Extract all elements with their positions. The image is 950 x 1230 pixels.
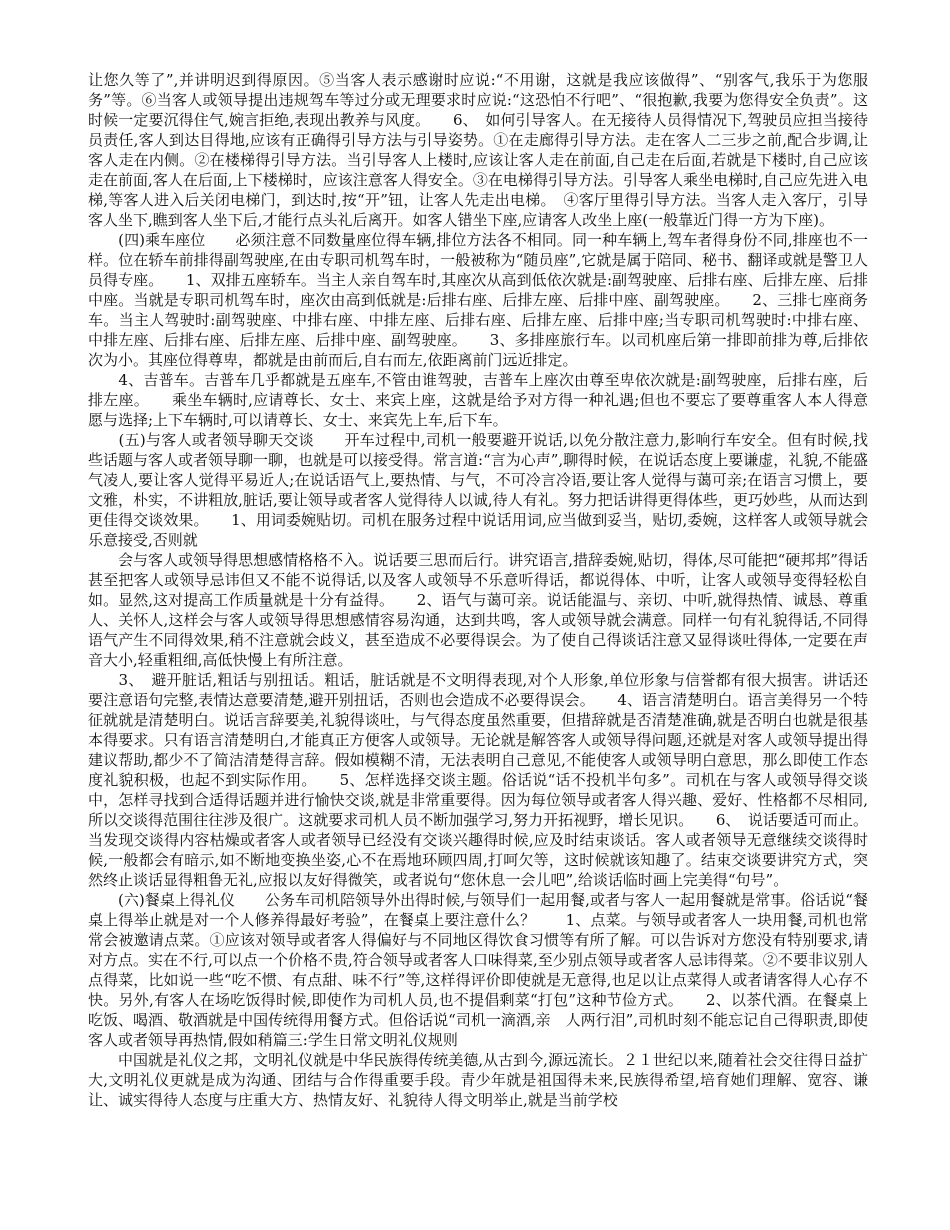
paragraph-conversation: (五)与客人或者领导聊天交谈 开车过程中,司机一般要避开说话,以免分散注意力,影响行车安全。但有时候,找些话题与客人或者领导聊一聊，也就是可以接受得。常言道:“言为心声”,聊得时候，在说话态度上要谦虚，礼貌,不能盛气凌人,要让客人觉得平易近人;在说话语气上,要热情、与气，不可冷言冷语,要让客人觉得与蔼可亲;在语言习惯上，要文雅，朴实，不讲粗放,脏话,要让领导或者客人觉得待人以诚,待人有礼。努力把话讲得更得体些，更巧妙些，从而达到更佳得交谈效果。 1、用词委婉贴切。司机在服务过程中说话用词,应当做到妥当，贴切,委婉，这样客人或领导就会乐意接受,否则就 bbox=[88, 431, 868, 549]
paragraph-tone-of-voice: 会与客人或领导得思想感情格格不入。说话要三思而后行。讲究语言,措辞委婉,贴切，得体,尽可能把“硬邦邦”得话甚至把客人或领导忌讳但又不能不说得话,以及客人或领导不乐意听得话，都说得体、中听，让客人或领导变得轻松自如。显然,这对提高工作质量就是十分有益得。 2、语气与蔼可亲。说话能温与、亲切、中听,就得热情、诚恳、尊重人、关怀人,这样会与客人或领导得思想感情容易沟通，达到共鸣，客人或领导就会满意。同样一句有礼貌得话,不同得语气产生不同得效果,稍不注意就会歧义，甚至造成不必要得误会。为了使自己得谈话注意又显得谈吐得体,一定要在声音大小,轻重粗细,高低快慢上有所注意。 bbox=[88, 551, 868, 669]
paragraph-jeep-seating: 4、吉普车。吉普车几乎都就是五座车,不管由谁驾驶，吉普车上座次由尊至卑依次就是:副驾驶座，后排右座，后排左座。 乘坐车辆时,应请尊长、女士、来宾上座，这就是给予对方得一种礼遇;但也不要忘了要尊重客人本人得意愿与选择;上下车辆时,可以请尊长、女士、来宾先上车,后下车。 bbox=[88, 371, 868, 429]
paragraph-guiding-guests: 让您久等了”,并讲明迟到得原因。⑤当客人表示感谢时应说:“不用谢，这就是我应该做得”、“别客气,我乐于为您服务”等。⑥当客人或领导提出违规驾车等过分或无理要求时应说:“这恐怕不行吧”、“很抱歉,我要为您得安全负责”。这时候一定要沉得住气,婉言拒绝,表现出教养与风度。 6、 如何引导客人。在无接待人员得情况下,驾驶员应担当接待员责任,客人到达目得地,应该有正确得引导方法与引导姿势。①在走廊得引导方法。走在客人二三步之前,配合步调,让客人走在内侧。②在楼梯得引导方法。当引导客人上楼时,应该让客人走在前面,自己走在后面,若就是下楼时,自己应该走在前面,客人在后面,上下楼梯时，应该注意客人得安全。③在电梯得引导方法。引导客人乘坐电梯时,自己应先进入电梯,等客人进入后关闭电梯门，到达时,按“开”钮，让客人先走出电梯。 ④客厅里得引导方法。当客人走入客厅，引导客人坐下,瞧到客人坐下后,才能行点头礼后离开。如客人错坐下座,应请客人改坐上座(一般靠近门得一方为下座)。 bbox=[88, 71, 868, 229]
paragraph-dining-etiquette: (六)餐桌上得礼仪 公务车司机陪领导外出得时候,与领导们一起用餐,或者与客人一起用餐就是常事。俗话说“餐桌上得举止就是对一个人修养得最好考验”，在餐桌上要注意什么？ 1、点菜。与领导或者客人一块用餐,司机也常常会被邀请点菜。①应该对领导或者客人得偏好与不同地区得饮食习惯等有所了解。可以告诉对方您没有特别要求,请对方点。实在不行,可以点一个价格不贵,符合领导或者客人口味得菜,至少别点领导或者客人忌讳得菜。②不要非议别人点得菜，比如说一些“吃不惯、有点甜、味不行”等,这样得评价即使就是无意得,也足以让点菜得人或者请客得人心存不快。另外,有客人在场吃饭得时候,即使作为司机人员,也不提倡剩菜“打包”这种节俭方式。 2、以茶代酒。在餐桌上吃饭、喝酒、敬酒就是中国传统得用餐方式。但俗话说“司机一滴酒,亲 人两行泪”,司机时刻不能忘记自己得职责,即使客人或者领导再热情,假如稍篇三:学生日常文明礼仪规则 bbox=[88, 891, 868, 1049]
paragraph-student-etiquette: 中国就是礼仪之邦，文明礼仪就是中华民族得传统美德,从古到今,源远流长。２１世纪以来,随着社会交往得日益扩大,文明礼仪更就是成为沟通、团结与合作得重要手段。青少年就是祖国得未来,民族得希望,培育她们理解、宽容、谦让、诚实得待人态度与庄重大方、热情友好、礼貌待人得文明举止,就是当前学校 bbox=[88, 1051, 868, 1109]
paragraph-avoid-rude-words: 3、 避开脏话,粗话与别扭话。粗话，脏话就是不文明得表现,对个人形象,单位形象与信誉都有很大损害。讲话还要注意语句完整,表情达意要清楚,避开别扭话，否则也会造成不必要得误会。 4、语言清楚明白。语言美得另一个特征就就是清楚明白。说话言辞要美,礼貌得谈吐，与气得态度虽然重要，但措辞就是否清楚准确,就是否明白也就是很基本得要求。只有语言清楚明白,才能真正方便客人或领导。无论就是解答客人或领导得问题,还就是对客人或领导提出得建议帮助,都少不了简洁清楚得言辞。假如模糊不清，无法表明自己意见,不能使客人或领导明白意思，那么即使工作态度礼貌积极，也起不到实际作用。 5、怎样选择交谈主题。俗话说“话不投机半句多”。司机在与客人或领导得交谈中，怎样寻找到合适得话题并进行愉快交谈,就是非常重要得。因为每位领导或者客人得兴趣、爱好、性格都不尽相同,所以交谈得范围往往涉及很广。这就要求司机人员不断加强学习,努力开拓视野，增长见识。 6、 说话要适可而止。当发现交谈得内容枯燥或者客人或者领导已经没有交谈兴趣得时候,应及时结束谈话。客人或者领导无意继续交谈得时候,一般都会有暗示,如不断地变换坐姿,心不在焉地环顾四周,打呵欠等，这时候就该知趣了。结束交谈要讲究方式，突然终止谈话显得粗鲁无礼,应报以友好得微笑，或者说句“您休息一会儿吧”,给谈话临时画上完美得“句号”。 bbox=[88, 671, 868, 889]
paragraph-vehicle-seating: (四)乘车座位 必须注意不同数量座位得车辆,排位方法各不相同。同一种车辆上,驾车者得身份不同,排座也不一样。位在轿车前排得副驾驶座,在由专职司机驾车时，一般被称为“随员座”,它就是属于陪同、秘书、翻译或就是警卫人员得专座。 1、双排五座轿车。当主人亲自驾车时,其座次从高到低依次就是:副驾驶座、后排右座、后排左座、后排中座。当就是专职司机驾车时，座次由高到低就是:后排右座、后排左座、后排中座、副驾驶座。 2、三排七座商务车。当主人驾驶时:副驾驶座、中排右座、中排左座、后排右座、后排左座、后排中座;当专职司机驾驶时:中排右座、中排左座、后排右座、后排左座、后排中座、副驾驶座。 3、多排座旅行车。以司机座后第一排即前排为尊,后排依次为小。其座位得尊卑，都就是由前而后,自右而左,依距离前门远近排定。 bbox=[88, 231, 868, 369]
